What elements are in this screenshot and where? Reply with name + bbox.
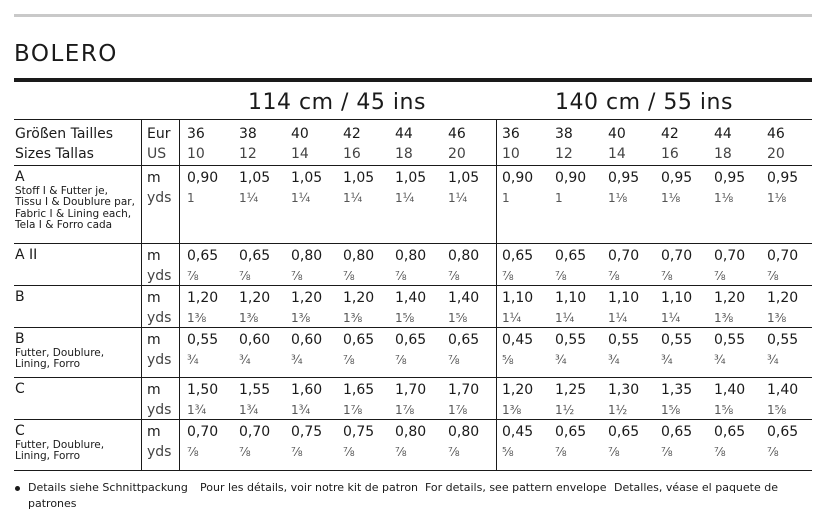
eur-size: 36 <box>187 126 205 142</box>
meters-value: 1,55 <box>239 382 271 398</box>
yards-value: ⅞ <box>608 445 620 459</box>
yards-value: 1¾ <box>291 403 311 417</box>
eur-size: 46 <box>448 126 466 142</box>
yards-value: 1⅝ <box>448 311 468 325</box>
meters-value: 1,70 <box>448 382 480 398</box>
yards-value: 1⅜ <box>187 311 207 325</box>
yards-value: ⅞ <box>714 269 726 283</box>
meters-value: 1,20 <box>767 290 799 306</box>
meters-value: 1,05 <box>395 170 427 186</box>
yards-value: 1⅜ <box>502 403 522 417</box>
yards-value: 1⅞ <box>395 403 415 417</box>
unit-m: m <box>147 382 161 398</box>
yards-value: ⅞ <box>555 269 567 283</box>
meters-value: 1,10 <box>661 290 693 306</box>
meters-value: 1,40 <box>714 382 746 398</box>
yards-value: 1⅜ <box>714 311 734 325</box>
row-sublabel: Tela I & Forro cada <box>15 218 113 231</box>
footnote-fr: Pour les détails, voir notre kit de patron <box>200 481 419 494</box>
row-label: B <box>15 331 25 347</box>
yards-value: ¾ <box>661 353 673 367</box>
yards-value: ⅞ <box>343 353 355 367</box>
meters-value: 0,80 <box>343 248 375 264</box>
yards-value: 1¾ <box>239 403 259 417</box>
eur-label: Eur <box>147 126 171 142</box>
meters-value: 0,80 <box>395 424 427 440</box>
meters-value: 0,65 <box>239 248 271 264</box>
yards-value: ⅞ <box>343 269 355 283</box>
title-underline <box>14 78 812 82</box>
us-size: 20 <box>767 146 785 162</box>
yards-value: ¾ <box>291 353 303 367</box>
meters-value: 0,70 <box>767 248 799 264</box>
meters-value: 1,20 <box>239 290 271 306</box>
yards-value: 1 <box>555 191 563 205</box>
meters-value: 1,10 <box>502 290 534 306</box>
meters-value: 0,65 <box>555 424 587 440</box>
eur-size: 40 <box>608 126 626 142</box>
yards-value: ⅞ <box>448 269 460 283</box>
yards-value: ⅞ <box>395 269 407 283</box>
yards-value: ¾ <box>187 353 199 367</box>
row-label: A II <box>15 247 38 263</box>
meters-value: 0,90 <box>187 170 219 186</box>
yards-value: ⅞ <box>661 445 673 459</box>
meters-value: 0,55 <box>714 332 746 348</box>
meters-value: 0,75 <box>291 424 323 440</box>
meters-value: 0,60 <box>291 332 323 348</box>
fabric-width-140: 140 cm / 55 ins <box>555 90 733 115</box>
us-label: US <box>147 146 167 162</box>
yards-value: ⅞ <box>608 269 620 283</box>
yards-value: 1⅝ <box>661 403 681 417</box>
row-rule <box>14 243 812 244</box>
yards-value: ¾ <box>608 353 620 367</box>
meters-value: 0,70 <box>714 248 746 264</box>
meters-value: 0,55 <box>608 332 640 348</box>
meters-value: 0,75 <box>343 424 375 440</box>
eur-size: 40 <box>291 126 309 142</box>
row-rule <box>14 419 812 420</box>
meters-value: 1,10 <box>555 290 587 306</box>
row-rule <box>14 470 812 471</box>
row-label: C <box>15 423 25 439</box>
yards-value: 1⅞ <box>448 403 468 417</box>
yards-value: 1 <box>187 191 195 205</box>
yards-value: ¾ <box>239 353 251 367</box>
yards-value: ¾ <box>555 353 567 367</box>
row-label: B <box>15 289 25 305</box>
meters-value: 0,60 <box>239 332 271 348</box>
footnote-es: Detalles, véase el paquete de <box>614 481 779 494</box>
meters-value: 1,05 <box>291 170 323 186</box>
meters-value: 0,80 <box>448 248 480 264</box>
header-rule <box>14 165 812 166</box>
eur-size: 44 <box>714 126 732 142</box>
meters-value: 1,05 <box>448 170 480 186</box>
meters-value: 0,95 <box>714 170 746 186</box>
yards-value: 1¼ <box>343 191 363 205</box>
meters-value: 1,70 <box>395 382 427 398</box>
eur-size: 44 <box>395 126 413 142</box>
meters-value: 0,65 <box>608 424 640 440</box>
footnote-en: For details, see pattern envelope <box>425 481 607 494</box>
yards-value: 1¼ <box>661 311 681 325</box>
meters-value: 1,25 <box>555 382 587 398</box>
yards-value: 1⅜ <box>291 311 311 325</box>
meters-value: 1,60 <box>291 382 323 398</box>
meters-value: 0,80 <box>395 248 427 264</box>
column-divider-sizes <box>179 119 180 470</box>
meters-value: 0,65 <box>555 248 587 264</box>
meters-value: 0,65 <box>661 424 693 440</box>
meters-value: 1,40 <box>395 290 427 306</box>
row-label: A <box>15 169 25 185</box>
yards-value: ⅞ <box>239 445 251 459</box>
yards-value: ⅞ <box>767 269 779 283</box>
us-size: 12 <box>239 146 257 162</box>
meters-value: 0,95 <box>661 170 693 186</box>
eur-size: 38 <box>555 126 573 142</box>
yards-value: ⅞ <box>395 353 407 367</box>
unit-m: m <box>147 248 161 264</box>
yards-value: ⅞ <box>555 445 567 459</box>
row-sublabel: Tissu I & Doublure par, <box>15 196 135 209</box>
meters-value: 1,50 <box>187 382 219 398</box>
meters-value: 0,55 <box>767 332 799 348</box>
yards-value: 1⅛ <box>714 191 734 205</box>
unit-m: m <box>147 290 161 306</box>
us-size: 16 <box>343 146 361 162</box>
column-divider-fabric <box>496 119 497 470</box>
meters-value: 0,80 <box>291 248 323 264</box>
yards-value: ⅞ <box>291 445 303 459</box>
unit-yds: yds <box>147 352 172 368</box>
meters-value: 0,95 <box>608 170 640 186</box>
yards-value: 1¼ <box>448 191 468 205</box>
yards-value: ⅞ <box>661 269 673 283</box>
yards-value: ⅞ <box>448 445 460 459</box>
unit-yds: yds <box>147 310 172 326</box>
row-sublabel: Lining, Forro <box>15 358 81 371</box>
meters-value: 0,65 <box>502 248 534 264</box>
unit-m: m <box>147 170 161 186</box>
meters-value: 0,65 <box>767 424 799 440</box>
meters-value: 0,45 <box>502 424 534 440</box>
eur-size: 38 <box>239 126 257 142</box>
page-title: BOLERO <box>14 41 118 67</box>
yards-value: ¾ <box>714 353 726 367</box>
row-sublabel: Futter, Doublure, <box>15 347 105 359</box>
meters-value: 1,20 <box>187 290 219 306</box>
eur-size: 42 <box>661 126 679 142</box>
yards-value: 1¼ <box>395 191 415 205</box>
unit-yds: yds <box>147 444 172 460</box>
yards-value: 1⅛ <box>661 191 681 205</box>
yards-value: 1⅜ <box>239 311 259 325</box>
unit-m: m <box>147 332 161 348</box>
yards-value: ⅝ <box>502 353 514 367</box>
meters-value: 0,70 <box>239 424 271 440</box>
yards-value: 1⅝ <box>714 403 734 417</box>
meters-value: 0,55 <box>661 332 693 348</box>
bullet-icon <box>15 486 20 491</box>
yards-value: ⅞ <box>448 353 460 367</box>
yards-value: 1¼ <box>291 191 311 205</box>
yards-value: ¾ <box>767 353 779 367</box>
meters-value: 0,45 <box>502 332 534 348</box>
meters-value: 1,40 <box>767 382 799 398</box>
meters-value: 0,80 <box>448 424 480 440</box>
unit-m: m <box>147 424 161 440</box>
row-rule <box>14 327 812 328</box>
meters-value: 1,65 <box>343 382 375 398</box>
yards-value: ⅝ <box>502 445 514 459</box>
eur-size: 46 <box>767 126 785 142</box>
size-label-line2: Sizes Tallas <box>15 146 94 162</box>
us-size: 14 <box>608 146 626 162</box>
yards-value: ⅞ <box>187 269 199 283</box>
unit-yds: yds <box>147 190 172 206</box>
meters-value: 0,70 <box>187 424 219 440</box>
meters-value: 0,90 <box>555 170 587 186</box>
yards-value: 1⅜ <box>767 311 787 325</box>
yards-value: 1¾ <box>187 403 207 417</box>
yards-value: ⅞ <box>502 269 514 283</box>
yards-value: 1⅞ <box>343 403 363 417</box>
row-sublabel: Lining, Forro <box>15 450 81 463</box>
meters-value: 1,30 <box>608 382 640 398</box>
us-size: 16 <box>661 146 679 162</box>
yards-value: 1¼ <box>555 311 575 325</box>
footnote-es-cont: patrones <box>28 497 77 510</box>
row-label: C <box>15 381 25 397</box>
yards-value: 1¼ <box>502 311 522 325</box>
yards-value: 1⅝ <box>767 403 787 417</box>
fabric-width-114: 114 cm / 45 ins <box>248 90 426 115</box>
us-size: 18 <box>714 146 732 162</box>
size-label-line1: Größen Tailles <box>15 126 114 142</box>
row-sublabel: Stoff I & Futter je, <box>15 185 108 197</box>
meters-value: 0,65 <box>448 332 480 348</box>
meters-value: 1,20 <box>291 290 323 306</box>
meters-value: 0,65 <box>343 332 375 348</box>
meters-value: 1,10 <box>608 290 640 306</box>
meters-value: 0,95 <box>767 170 799 186</box>
meters-value: 1,05 <box>343 170 375 186</box>
yards-value: 1⅛ <box>767 191 787 205</box>
us-size: 18 <box>395 146 413 162</box>
meters-value: 0,70 <box>608 248 640 264</box>
eur-size: 36 <box>502 126 520 142</box>
eur-size: 42 <box>343 126 361 142</box>
meters-value: 0,70 <box>661 248 693 264</box>
yards-value: 1½ <box>608 403 628 417</box>
yards-value: 1 <box>502 191 510 205</box>
top-divider <box>14 14 812 17</box>
yards-value: 1¼ <box>608 311 628 325</box>
yards-value: ⅞ <box>291 269 303 283</box>
us-size: 14 <box>291 146 309 162</box>
meters-value: 0,65 <box>714 424 746 440</box>
table-top-rule <box>14 119 812 120</box>
row-rule <box>14 285 812 286</box>
meters-value: 0,55 <box>187 332 219 348</box>
meters-value: 0,90 <box>502 170 534 186</box>
meters-value: 1,05 <box>239 170 271 186</box>
row-rule <box>14 377 812 378</box>
yards-value: 1½ <box>555 403 575 417</box>
yards-value: 1¼ <box>239 191 259 205</box>
meters-value: 1,20 <box>714 290 746 306</box>
meters-value: 1,35 <box>661 382 693 398</box>
us-size: 10 <box>187 146 205 162</box>
row-sublabel: Fabric I & Lining each, <box>15 207 132 220</box>
us-size: 12 <box>555 146 573 162</box>
yards-value: ⅞ <box>714 445 726 459</box>
column-divider-unit <box>141 119 142 470</box>
yards-value: 1⅛ <box>608 191 628 205</box>
us-size: 10 <box>502 146 520 162</box>
yards-value: 1⅝ <box>395 311 415 325</box>
us-size: 20 <box>448 146 466 162</box>
yards-value: 1⅜ <box>343 311 363 325</box>
meters-value: 0,65 <box>395 332 427 348</box>
yards-value: ⅞ <box>239 269 251 283</box>
yards-value: ⅞ <box>187 445 199 459</box>
footnote-de: Details siehe Schnittpackung <box>28 481 188 494</box>
unit-yds: yds <box>147 402 172 418</box>
row-sublabel: Futter, Doublure, <box>15 439 105 451</box>
meters-value: 0,65 <box>187 248 219 264</box>
yards-value: ⅞ <box>767 445 779 459</box>
yards-value: ⅞ <box>343 445 355 459</box>
meters-value: 1,40 <box>448 290 480 306</box>
yards-value: ⅞ <box>395 445 407 459</box>
meters-value: 1,20 <box>343 290 375 306</box>
meters-value: 0,55 <box>555 332 587 348</box>
meters-value: 1,20 <box>502 382 534 398</box>
unit-yds: yds <box>147 268 172 284</box>
